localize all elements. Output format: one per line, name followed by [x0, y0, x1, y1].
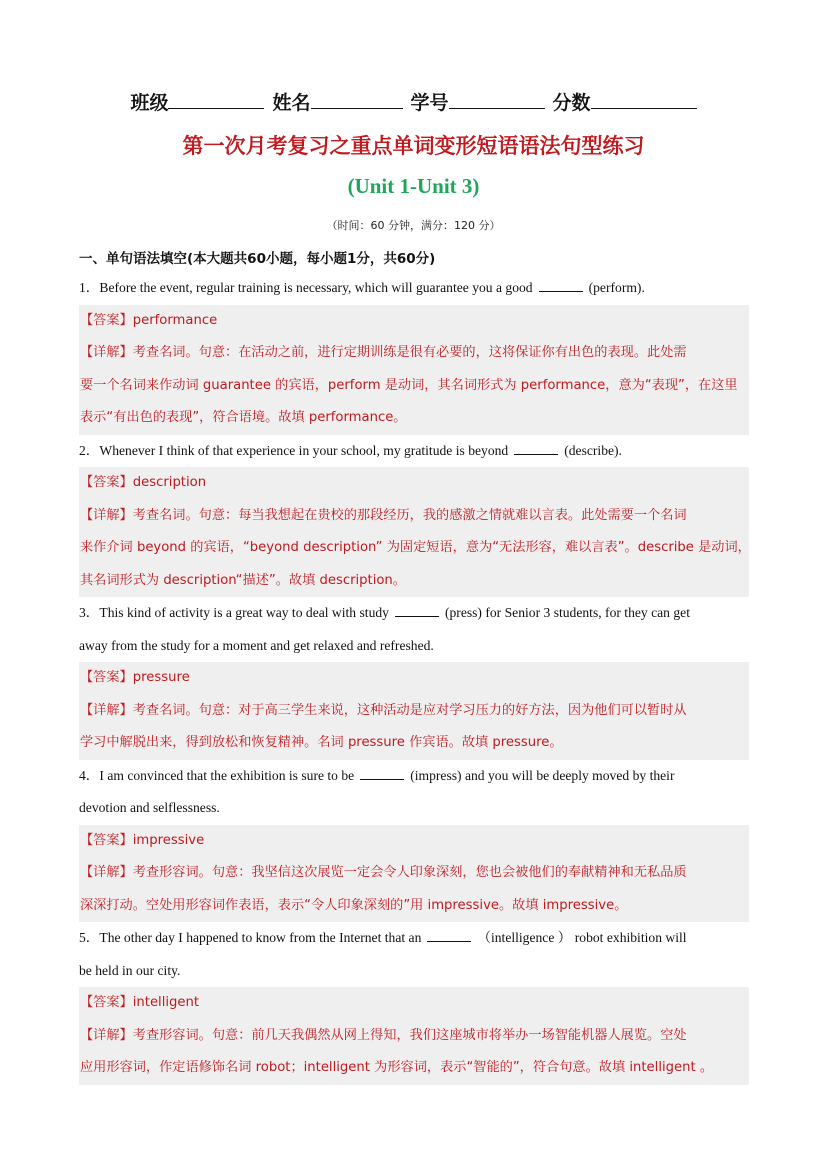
question-3-detail-line: 【详解】考查名词。句意：对于高三学生来说，这种活动是应对学习压力的好方法，因为他们可以暂时从	[80, 702, 687, 718]
question-4-detail-line: 【详解】考查形容词。句意：我坚信这次展览一定会令人印象深刻，您也会被他们的奉献精神和无私品质	[80, 865, 687, 880]
time-note: （时间：60 分钟，满分：120 分）	[326, 219, 501, 232]
student-info-line	[0, 88, 827, 115]
question-2-blank	[514, 442, 558, 455]
page-subtitle: (Unit 1-Unit 3)	[347, 174, 480, 198]
name-blank	[311, 90, 403, 109]
question-2-detail-line: 其名词形式为 description“描述”。故填 description。	[80, 572, 406, 588]
question-2-stem	[79, 435, 749, 468]
question-4-detail-line: 深深打动。空处用形容词作表语，表示“令人印象深刻的”用 impressive。故填 impressive。	[80, 897, 628, 913]
question-1-detail-line: 【详解】考查名词。句意：在活动之前，进行定期训练是很有必要的，这将保证你有出色的表现。此处需	[80, 345, 687, 360]
page-title: 第一次月考复习之重点单词变形短语语法句型练习	[182, 134, 645, 158]
question-3-blank	[395, 604, 439, 617]
question-1-text-a: 1．Before the event, regular training is necessary, which will guarantee you a good	[79, 280, 533, 295]
question-4-stem	[79, 760, 749, 825]
section-heading: 一、单句语法填空(本大题共60小题，每小题1分，共60分)	[79, 251, 436, 267]
question-5-detail-line: 应用形容词，作定语修饰名词 robot；intelligent 为形容词，表示“智能的”，符合句意。故填 intelligent 。	[80, 1060, 714, 1075]
question-2-detail-line: 【详解】考查名词。句意：每当我想起在贵校的那段经历，我的感激之情就难以言表。此处需要一个名词	[80, 507, 687, 523]
question-2-detail-line: 来作介词 beyond 的宾语，“beyond description” 为固定短语，意为“无法形容，难以言表”。describe 是动词，	[80, 540, 751, 555]
question-4-answer-box	[79, 825, 749, 923]
question-1-detail-line: 表示“有出色的表现”，符合语境。故填 performance。	[80, 410, 407, 425]
question-5-stem	[79, 922, 749, 987]
question-2-text-a: 2．Whenever I think of that experience in your school, my gratitude is beyond	[79, 442, 509, 458]
question-1-stem	[79, 272, 749, 305]
score-blank	[591, 90, 697, 109]
question-2-answer-box	[79, 467, 749, 597]
question-1-detail-line: 要一个名词来作动词 guarantee 的宾语，perform 是动词，其名词形式为 performance，意为“表现”，在这里	[80, 377, 738, 393]
class-label: 班级	[130, 92, 169, 114]
student-no-label: 学号	[410, 92, 449, 114]
question-4-blank	[360, 767, 404, 780]
question-1-blank	[539, 279, 583, 292]
question-5-answer-box	[79, 987, 749, 1085]
student-no-blank	[449, 90, 545, 109]
answer-label: 【答案】	[80, 995, 133, 1010]
question-4-answer: impressive	[132, 832, 205, 848]
question-3-answer-box	[79, 662, 749, 760]
question-3-text-c: away from the study for a moment and get relaxed and refreshed.	[79, 637, 434, 653]
question-5-blank	[427, 929, 471, 942]
question-5-text-c: be held in our city.	[79, 962, 181, 978]
question-3-answer: pressure	[132, 670, 190, 685]
name-label: 姓名	[272, 92, 311, 114]
question-5-text-a: 5．The other day I happened to know from the Internet that an	[79, 930, 422, 945]
answer-label: 【答案】	[80, 832, 133, 848]
question-2-text-b: (describe).	[564, 442, 622, 458]
question-3-detail-line: 学习中解脱出来，得到放松和恢复精神。名词 pressure 作宾语。故填 pressure。	[80, 735, 563, 750]
question-1-answer-box	[79, 305, 749, 435]
question-5-answer: intelligent	[132, 995, 200, 1010]
question-1-text-b: (perform).	[588, 280, 645, 295]
question-5-text-b: （intelligence ） robot exhibition will	[477, 930, 687, 945]
answer-label: 【答案】	[80, 670, 133, 685]
question-4-text-c: devotion and selflessness.	[79, 800, 220, 815]
score-label: 分数	[552, 92, 591, 114]
question-4-text-a: 4．I am convinced that the exhibition is sure to be	[79, 767, 355, 783]
question-2-answer: description	[132, 475, 207, 490]
class-blank	[168, 90, 264, 109]
question-4-text-b: (impress) and you will be deeply moved by their	[410, 767, 675, 783]
answer-label: 【答案】	[80, 475, 133, 490]
question-5-detail-line: 【详解】考查形容词。句意：前几天我偶然从网上得知，我们这座城市将举办一场智能机器人展览。空处	[80, 1027, 687, 1043]
question-list	[79, 272, 749, 1085]
answer-label: 【答案】	[80, 312, 133, 328]
question-3-text-a: 3．This kind of activity is a great way to deal with study	[79, 605, 389, 620]
question-3-text-b: (press) for Senior 3 students, for they can get	[444, 605, 690, 620]
question-3-stem	[79, 597, 749, 662]
question-1-answer: performance	[132, 312, 218, 328]
